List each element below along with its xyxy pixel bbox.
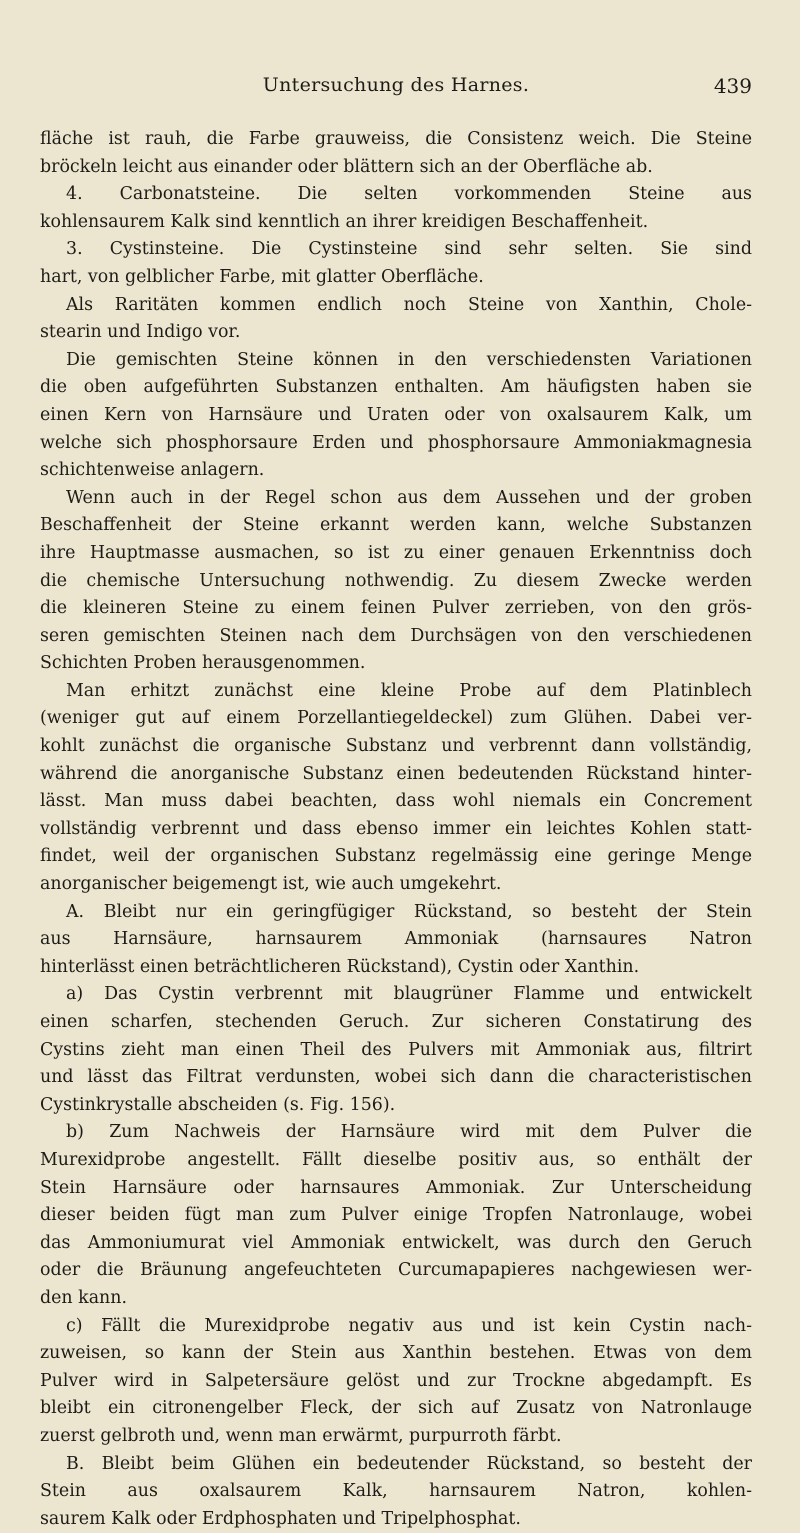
text-line: Man erhitzt zunächst eine kleine Probe auf dem Platinblech <box>66 680 752 701</box>
page-header <box>40 74 752 104</box>
text-line: Cystins zieht man einen Theil des Pulvers mit Ammoniak aus, filtrirt <box>40 1039 752 1060</box>
text-line: dieser beiden fügt man zum Pulver einige Tropfen Natronlauge, wobei <box>40 1205 752 1226</box>
text-line: kohlensaurem Kalk sind kenntlich an ihrer kreidigen Beschaffenheit. <box>40 211 649 232</box>
text-line: bleibt ein citronengelber Fleck, der sich auf Zusatz von Natronlauge <box>40 1398 752 1419</box>
text-line: die oben aufgeführten Substanzen enthalten. Am häufigsten haben sie <box>40 377 752 398</box>
text-line: welche sich phosphorsaure Erden und phosphorsaure Ammoniakmagnesia <box>40 432 752 453</box>
text-line: seren gemischten Steinen nach dem Durchsägen von den verschiedenen <box>40 625 752 646</box>
running-title: Untersuchung des Harnes. <box>262 74 530 96</box>
text-line: stearin und Indigo vor. <box>40 322 241 343</box>
text-line: anorganischer beigemengt ist, wie auch umgekehrt. <box>40 874 502 895</box>
text-line: vollständig verbrennt und dass ebenso immer ein leichtes Kohlen statt- <box>40 818 752 839</box>
text-line: bröckeln leicht aus einander oder blättern sich an der Oberfläche ab. <box>40 156 653 177</box>
text-line: ihre Hauptmasse ausmachen, so ist zu einer genauen Erkenntniss doch <box>40 542 752 563</box>
text-line: einen Kern von Harnsäure und Uraten oder von oxalsaurem Kalk, um <box>40 404 752 425</box>
text-line: die chemische Untersuchung nothwendig. Zu diesem Zwecke werden <box>40 570 752 591</box>
text-line: den kann. <box>40 1287 127 1308</box>
text-line: während die anorganische Substanz einen bedeutenden Rückstand hinter- <box>40 763 752 784</box>
text-line: Stein aus oxalsaurem Kalk, harnsaurem Natron, kohlen- <box>40 1481 752 1502</box>
text-line: einen scharfen, stechenden Geruch. Zur sicheren Constatirung des <box>40 1012 752 1032</box>
text-line: lässt. Man muss dabei beachten, dass wohl niemals ein Concrement <box>40 791 752 812</box>
text-line: b) Zum Nachweis der Harnsäure wird mit dem Pulver die <box>66 1122 752 1143</box>
body-text <box>40 126 752 1533</box>
text-line: findet, weil der organischen Substanz regelmässig eine geringe Menge <box>40 846 752 867</box>
text-line: Stein Harnsäure oder harnsaures Ammoniak. Zur Unterscheidung <box>40 1177 752 1198</box>
text-line: die kleineren Steine zu einem feinen Pulver zerrieben, von den grös- <box>40 598 752 619</box>
text-line: a) Das Cystin verbrennt mit blaugrüner Flamme und entwickelt <box>66 984 752 1005</box>
text-line: aus Harnsäure, harnsaurem Ammoniak (harnsaures Natron <box>40 929 752 950</box>
text-line: (weniger gut auf einem Porzellantiegeldeckel) zum Glühen. Dabei ver- <box>40 708 752 729</box>
text-line: Schichten Proben herausgenommen. <box>40 653 366 674</box>
text-line: fläche ist rauh, die Farbe grauweiss, die Consistenz weich. Die Steine <box>40 129 752 149</box>
text-line: saurem Kalk oder Erdphosphaten und Tripelphosphat. <box>40 1508 521 1529</box>
text-line: 4. Carbonatsteine. Die selten vorkommenden Steine aus <box>66 184 752 205</box>
text-line: Cystinkrystalle abscheiden (s. Fig. 156). <box>40 1094 396 1115</box>
text-line: 3. Cystinsteine. Die Cystinsteine sind sehr selten. Sie sind <box>66 239 752 260</box>
text-line: hart, von gelblicher Farbe, mit glatter Oberfläche. <box>40 266 484 287</box>
text-line: c) Fällt die Murexidprobe negativ aus und ist kein Cystin nach- <box>66 1315 752 1336</box>
text-line: kohlt zunächst die organische Substanz und verbrennt dann vollständig, <box>40 736 752 757</box>
page-number: 439 <box>713 74 752 98</box>
text-line: Wenn auch in der Regel schon aus dem Aussehen und der groben <box>66 487 752 508</box>
text-line: Pulver wird in Salpetersäure gelöst und zur Trockne abgedampft. Es <box>40 1370 752 1391</box>
text-line: B. Bleibt beim Glühen ein bedeutender Rückstand, so besteht der <box>66 1453 752 1474</box>
text-line: zuweisen, so kann der Stein aus Xanthin bestehen. Etwas von dem <box>40 1343 752 1364</box>
text-line: das Ammoniumurat viel Ammoniak entwickelt, was durch den Geruch <box>40 1232 752 1253</box>
text-line: und lässt das Filtrat verdunsten, wobei sich dann die characteristischen <box>40 1067 752 1088</box>
text-line: schichtenweise anlagern. <box>40 460 265 481</box>
text-line: zuerst gelbroth und, wenn man erwärmt, purpurroth färbt. <box>40 1425 562 1446</box>
text-line: hinterlässt einen beträchtlicheren Rückstand), Cystin oder Xanthin. <box>40 956 640 977</box>
text-line: Beschaffenheit der Steine erkannt werden kann, welche Substanzen <box>40 515 752 536</box>
text-line: Die gemischten Steine können in den verschiedensten Variationen <box>66 349 752 370</box>
text-line: A. Bleibt nur ein geringfügiger Rückstand, so besteht der Stein <box>66 901 752 922</box>
text-line: Als Raritäten kommen endlich noch Steine von Xanthin, Chole- <box>66 294 752 315</box>
text-line: Murexidprobe angestellt. Fällt dieselbe positiv aus, so enthält der <box>40 1149 752 1170</box>
text-line: oder die Bräunung angefeuchteten Curcumapapieres nachgewiesen wer- <box>40 1260 752 1281</box>
